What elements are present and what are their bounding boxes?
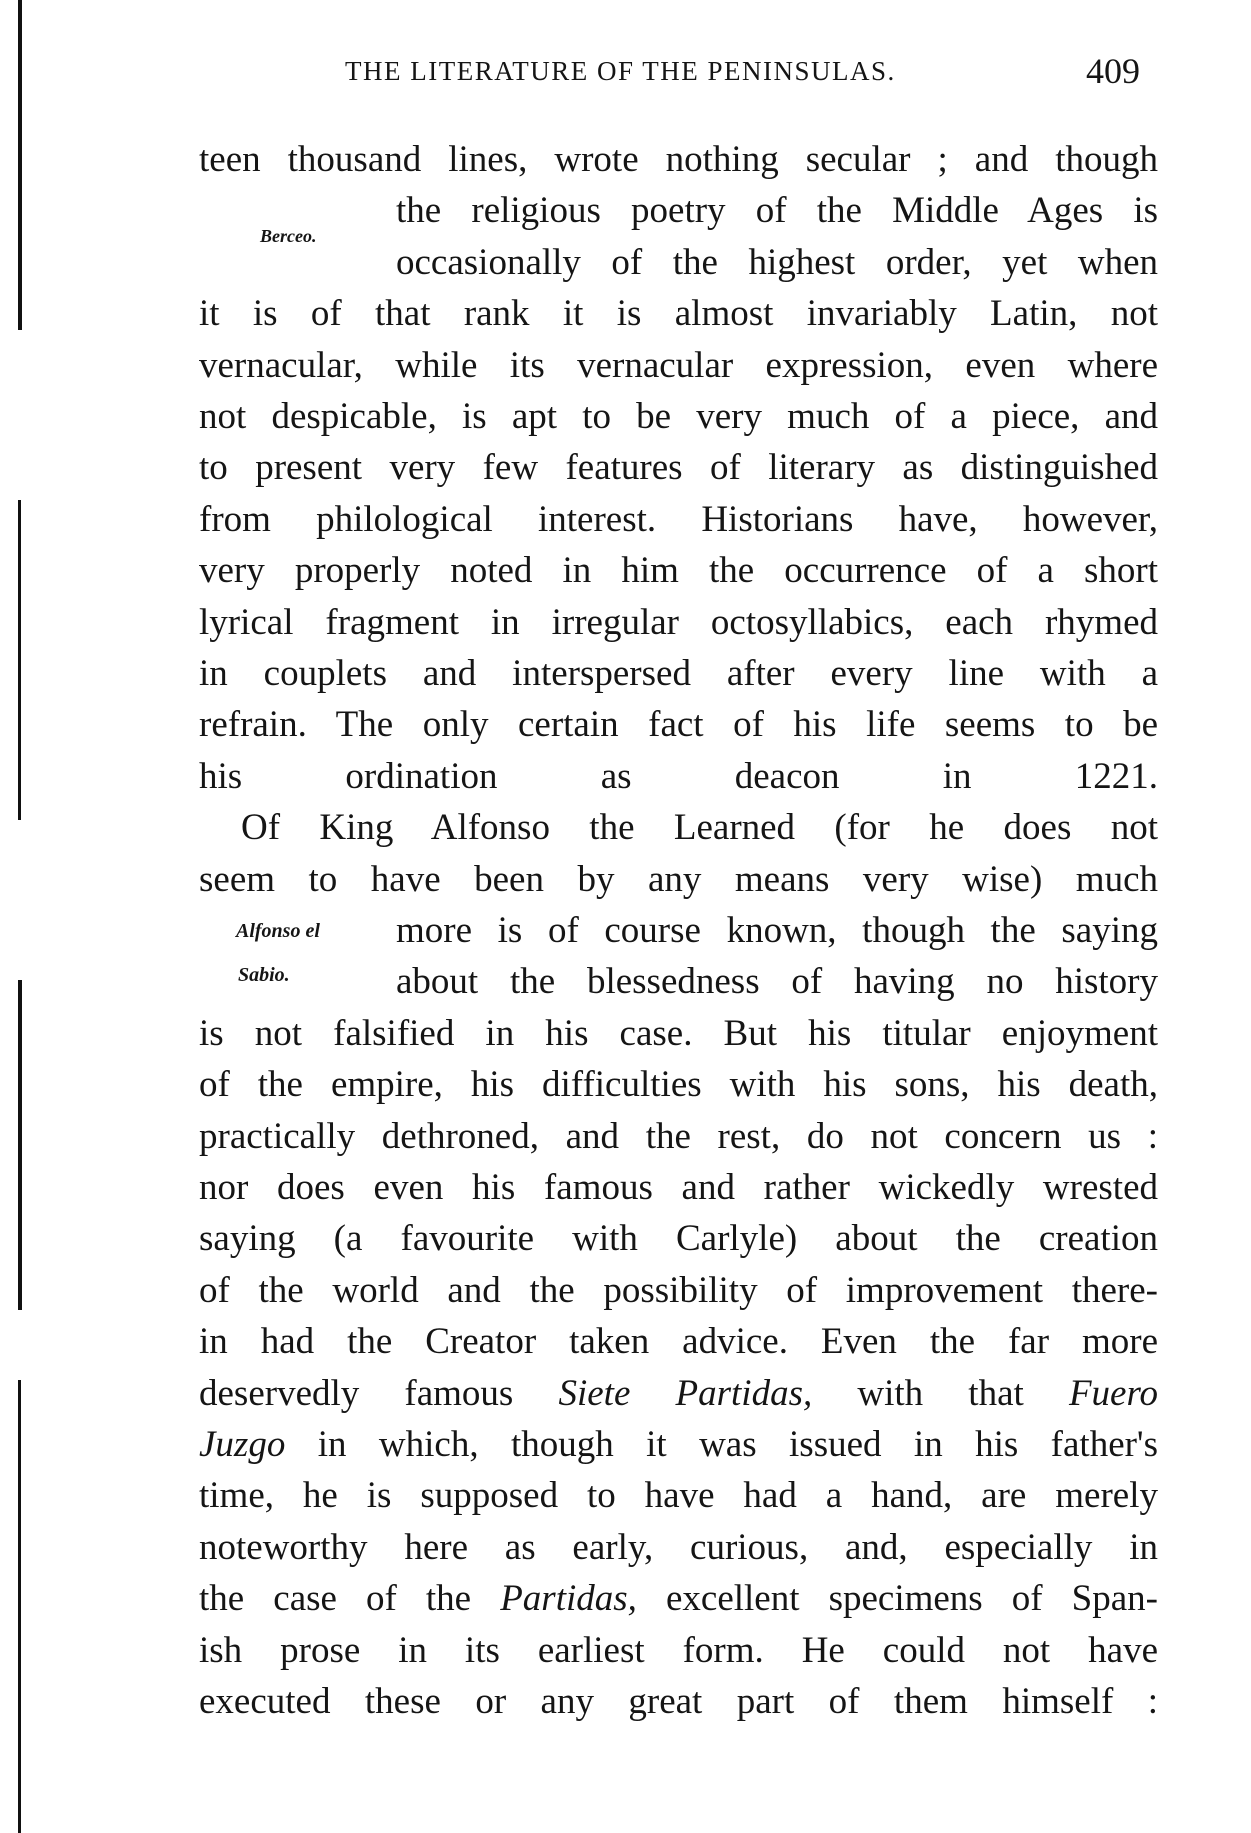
text-line <box>396 956 1158 1007</box>
text-line <box>241 802 1158 853</box>
text-segment: is not falsified in his case. But his titular enjoyment <box>199 1012 1158 1054</box>
text-line <box>199 340 1158 391</box>
italic-text: Fuero <box>1068 1372 1158 1414</box>
text-line <box>396 237 1158 288</box>
text-segment: more is of course known, though the saying <box>396 910 1158 951</box>
text-segment: of the empire, his difficulties with his sons, his death, <box>199 1064 1158 1106</box>
text-line <box>199 1625 1158 1676</box>
text-line <box>199 1573 1158 1624</box>
text-line <box>199 1008 1158 1059</box>
text-segment: it is of that rank it is almost invariably Latin, not <box>199 293 1158 335</box>
text-segment: very properly noted in him the occurrence of a short <box>199 550 1158 592</box>
text-segment: about the blessedness of having no history <box>396 961 1158 1003</box>
text-segment: saying (a favourite with Carlyle) about the creation <box>199 1218 1158 1260</box>
text-line <box>199 854 1158 905</box>
text-line <box>199 1213 1158 1264</box>
text-line <box>199 442 1158 493</box>
text-segment: the religious poetry of the Middle Ages is <box>396 190 1158 232</box>
text-segment: in had the Creator taken advice. Even the far more <box>199 1321 1158 1363</box>
italic-text: Siete Partidas, <box>558 1372 813 1414</box>
text-segment: occasionally of the highest order, yet when <box>396 241 1158 283</box>
text-line <box>199 1059 1158 1110</box>
text-line <box>199 1162 1158 1213</box>
running-header: THE LITERATURE OF THE PENINSULAS. <box>345 56 896 86</box>
text-line <box>199 391 1158 442</box>
side-note-alfonso: Alfonso el <box>236 920 320 942</box>
text-segment: refrain. The only certain fact of his life seems to be <box>199 704 1158 746</box>
text-segment: ish prose in its earliest form. He could not have <box>199 1629 1158 1671</box>
text-segment: from philological interest. Historians have, however, <box>199 498 1158 540</box>
text-line <box>199 1316 1158 1367</box>
text-line <box>199 1419 1158 1470</box>
text-line <box>396 905 1158 956</box>
text-line <box>199 545 1158 596</box>
side-note-sabio: Sabio. <box>238 964 290 986</box>
text-segment: deservedly famous <box>199 1372 559 1414</box>
italic-text: Partidas, <box>500 1578 637 1620</box>
text-segment: time, he is supposed to have had a hand, are merely <box>199 1475 1158 1517</box>
text-segment: to present very few features of literary as distinguished <box>199 447 1158 489</box>
text-line <box>199 1368 1158 1419</box>
text-line <box>199 751 1158 802</box>
side-note-berceo: Berceo. <box>260 226 317 246</box>
text-line <box>199 134 1158 185</box>
text-segment: Of King Alfonso the Learned (for he does not <box>241 807 1158 849</box>
text-line <box>199 1676 1158 1727</box>
text-segment: excellent specimens of Span- <box>636 1578 1158 1620</box>
text-line <box>199 1522 1158 1573</box>
text-line <box>199 1265 1158 1316</box>
text-line <box>199 1111 1158 1162</box>
text-segment: practically dethroned, and the rest, do not concern us : <box>199 1115 1158 1157</box>
page-number: 409 <box>1086 51 1140 91</box>
text-segment: teen thousand lines, wrote nothing secular ; and though <box>199 139 1158 180</box>
text-line <box>199 597 1158 648</box>
italic-text: Juzgo <box>199 1424 286 1465</box>
text-line <box>199 288 1158 339</box>
text-segment: nor does even his famous and rather wickedly wrested <box>199 1167 1158 1208</box>
text-segment: with that <box>812 1372 1069 1414</box>
text-segment: vernacular, while its vernacular expression, even where <box>199 344 1158 386</box>
text-segment: in which, though it was issued in his father's <box>285 1424 1158 1465</box>
text-segment: his ordination as deacon in 1221. <box>199 755 1158 797</box>
text-line <box>199 1470 1158 1521</box>
text-segment: in couplets and interspersed after every line with a <box>199 653 1158 694</box>
text-segment: not despicable, is apt to be very much of a piece, and <box>199 396 1158 437</box>
text-line <box>396 185 1158 236</box>
text-segment: the case of the <box>199 1578 501 1620</box>
text-segment: of the world and the possibility of improvement there- <box>199 1269 1158 1311</box>
text-segment: lyrical fragment in irregular octosyllabics, each rhymed <box>199 601 1158 643</box>
text-line <box>199 699 1158 750</box>
text-line <box>199 494 1158 545</box>
text-segment: noteworthy here as early, curious, and, especially in <box>199 1526 1158 1568</box>
text-segment: executed these or any great part of them himself : <box>199 1681 1158 1722</box>
text-segment: seem to have been by any means very wise) much <box>199 858 1158 900</box>
text-line <box>199 648 1158 699</box>
